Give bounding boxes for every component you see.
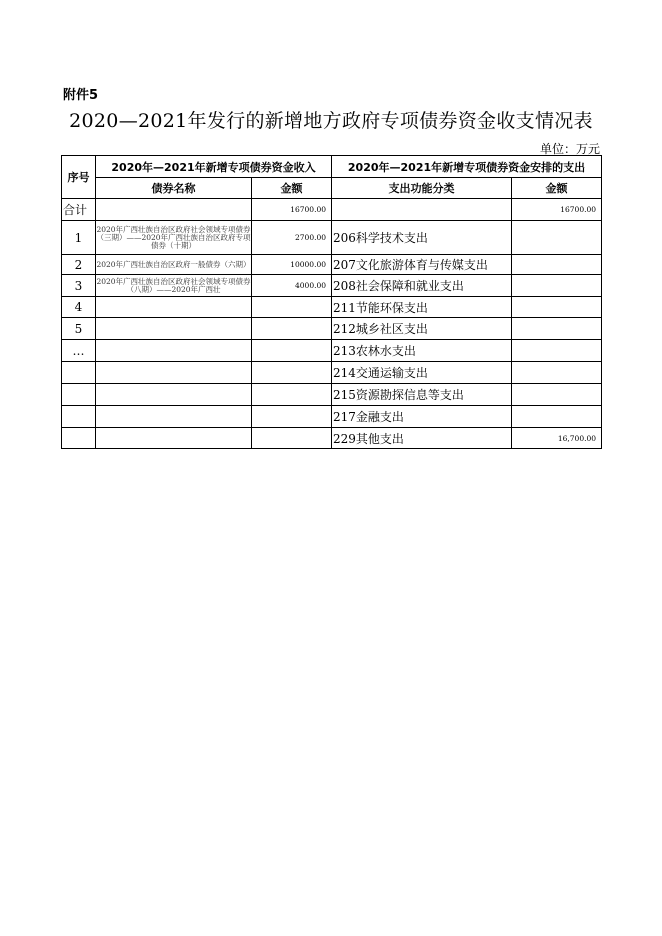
row-bond-name: 2020年广西壮族自治区政府社会领域专项债券（八期）——2020年广西壮 [96, 275, 252, 297]
row-amount [252, 340, 332, 362]
row-amount: 10000.00 [252, 255, 332, 275]
row-bond-name [96, 406, 252, 428]
row-bond-name [96, 362, 252, 384]
row-amount2 [512, 384, 602, 406]
row-seq: 1 [62, 221, 96, 255]
table-row [62, 275, 602, 297]
bond-fund-table [61, 155, 602, 449]
row-amount: 4000.00 [252, 275, 332, 297]
document-title: 2020—2021年发行的新增地方政府专项债券资金收支情况表 [69, 110, 593, 132]
row-bond-name [96, 384, 252, 406]
row-function: 207文化旅游体育与传媒支出 [332, 255, 512, 275]
row-amount2 [512, 275, 602, 297]
row-amount [252, 362, 332, 384]
table-row [62, 340, 602, 362]
row-amount [252, 297, 332, 318]
attachment-label: 附件5 [63, 88, 99, 103]
total-income: 16700.00 [252, 199, 332, 221]
row-function: 208社会保障和就业支出 [332, 275, 512, 297]
header-expense-group: 2020年—2021年新增专项债券资金安排的支出 [332, 156, 602, 178]
table-row [62, 221, 602, 255]
row-bond-name [96, 297, 252, 318]
row-amount2 [512, 406, 602, 428]
row-bond-name [96, 428, 252, 449]
table-row [62, 406, 602, 428]
row-seq [62, 362, 96, 384]
table-row [62, 384, 602, 406]
header-seq: 序号 [62, 156, 96, 199]
row-amount2 [512, 297, 602, 318]
total-name-cell [96, 199, 252, 221]
row-function: 206科学技术支出 [332, 221, 512, 255]
row-amount: 2700.00 [252, 221, 332, 255]
row-function: 212城乡社区支出 [332, 318, 512, 340]
row-seq: … [62, 340, 96, 362]
row-seq [62, 428, 96, 449]
table-row [62, 318, 602, 340]
row-function: 215资源勘探信息等支出 [332, 384, 512, 406]
row-seq [62, 406, 96, 428]
row-seq: 2 [62, 255, 96, 275]
row-bond-name: 2020年广西壮族自治区政府一般债券（六期） [96, 255, 252, 275]
row-amount [252, 318, 332, 340]
row-bond-name [96, 340, 252, 362]
total-label: 合计 [62, 199, 96, 221]
header-function-class: 支出功能分类 [332, 178, 512, 199]
total-expense: 16700.00 [512, 199, 602, 221]
table-row [62, 297, 602, 318]
row-function: 211节能环保支出 [332, 297, 512, 318]
row-seq: 5 [62, 318, 96, 340]
row-function: 217金融支出 [332, 406, 512, 428]
row-seq: 4 [62, 297, 96, 318]
row-bond-name: 2020年广西壮族自治区政府社会领域专项债券（三期）——2020年广西壮族自治区政府专项债券（十期） [96, 221, 252, 255]
row-amount2: 16,700.00 [512, 428, 602, 449]
row-function: 214交通运输支出 [332, 362, 512, 384]
row-bond-name [96, 318, 252, 340]
row-amount2 [512, 362, 602, 384]
row-amount2 [512, 255, 602, 275]
header-income-group: 2020年—2021年新增专项债券资金收入 [96, 156, 332, 178]
table-row [62, 362, 602, 384]
row-function: 213农林水支出 [332, 340, 512, 362]
unit-label: 单位：万元 [539, 142, 600, 156]
row-function: 229其他支出 [332, 428, 512, 449]
header-amount: 金额 [252, 178, 332, 199]
table-row [62, 255, 602, 275]
row-seq: 3 [62, 275, 96, 297]
header-bond-name: 债券名称 [96, 178, 252, 199]
row-amount2 [512, 340, 602, 362]
total-row [62, 199, 602, 221]
header-amount2: 金额 [512, 178, 602, 199]
row-amount [252, 384, 332, 406]
row-amount [252, 428, 332, 449]
row-amount2 [512, 318, 602, 340]
row-seq [62, 384, 96, 406]
total-func-cell [332, 199, 512, 221]
row-amount [252, 406, 332, 428]
row-amount2 [512, 221, 602, 255]
table-row [62, 428, 602, 449]
